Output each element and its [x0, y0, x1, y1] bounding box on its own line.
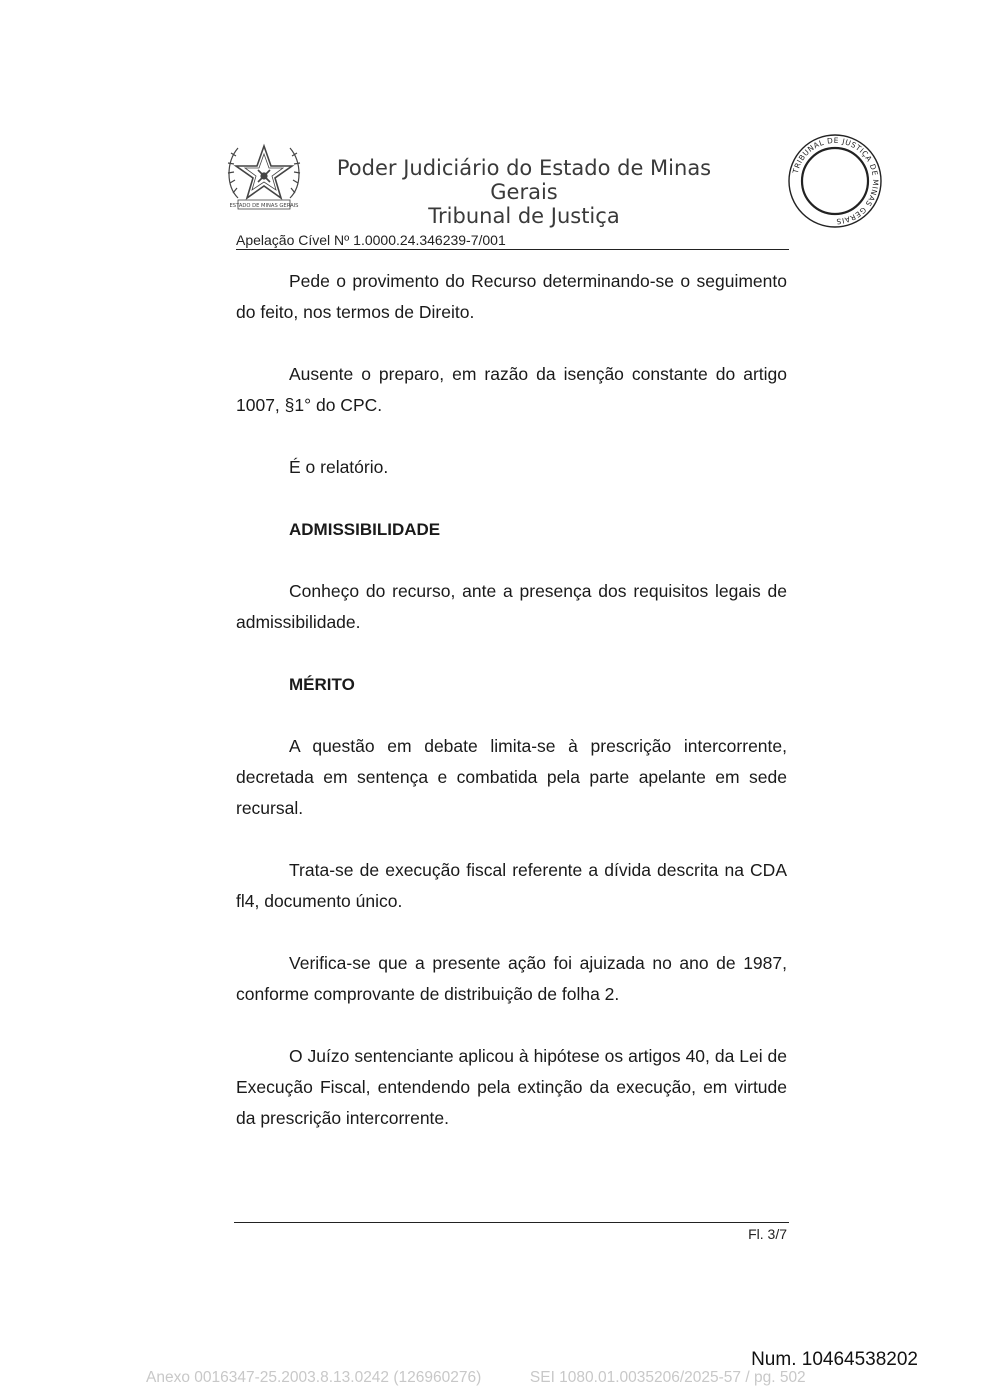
case-number: Apelação Cível Nº 1.0000.24.346239-7/001: [236, 232, 789, 250]
sei-reference: SEI 1080.01.0035206/2025-57 / pg. 502: [529, 1369, 806, 1386]
document-body: [236, 266, 787, 1134]
paragraph-3: É o relatório.: [289, 457, 389, 477]
paragraph-7: Verifica-se que a presente ação foi ajuizada no ano de 1987, conforme comprovante de distribuição de folha 2.: [236, 953, 787, 1004]
paragraph-4: Conheço do recurso, ante a presença dos requisitos legais de admissibilidade.: [236, 581, 787, 632]
paragraph-8: O Juízo sentenciante aplicou à hipótese os artigos 40, da Lei de Execução Fiscal, entendendo pela extinção da execução, em virtude da prescrição intercorrente.: [236, 1046, 787, 1128]
paragraph-6: Trata-se de execução fiscal referente a dívida descrita na CDA fl4, documento único.: [236, 860, 787, 911]
paragraph-5: A questão em debate limita-se à prescrição intercorrente, decretada em sentença e combatida pela parte apelante em sede recursal.: [236, 736, 787, 818]
annex-footer: [146, 1369, 846, 1387]
coat-of-arms-emblem: [224, 136, 304, 216]
court-seal: [785, 131, 885, 231]
paragraph-2: Ausente o preparo, em razão da isenção constante do artigo 1007, §1° do CPC.: [236, 364, 787, 415]
header-title: [314, 156, 734, 228]
section-heading-merito: MÉRITO: [289, 675, 355, 694]
seal-text: TRIBUNAL DE JUSTIÇA DE MINAS GERAIS: [790, 135, 881, 227]
paragraph-1: Pede o provimento do Recurso determinando-se o seguimento do feito, nos termos de Direito.: [236, 271, 787, 322]
document-number: Num. 10464538202: [751, 1349, 918, 1370]
footer-divider: [234, 1222, 789, 1223]
tribunal-name: Tribunal de Justiça: [428, 204, 620, 228]
page-folio: Fl. 3/7: [748, 1226, 787, 1242]
emblem-text: ESTADO DE MINAS GERAIS: [229, 203, 299, 209]
annex-reference: Anexo 0016347-25.2003.8.13.0242 (126960276): [146, 1369, 482, 1386]
svg-text:TRIBUNAL DE JUSTIÇA DE MINAS G: [791, 136, 881, 226]
court-name: Poder Judiciário do Estado de Minas Gerais: [336, 156, 712, 204]
section-heading-admissibilidade: ADMISSIBILIDADE: [289, 520, 441, 539]
